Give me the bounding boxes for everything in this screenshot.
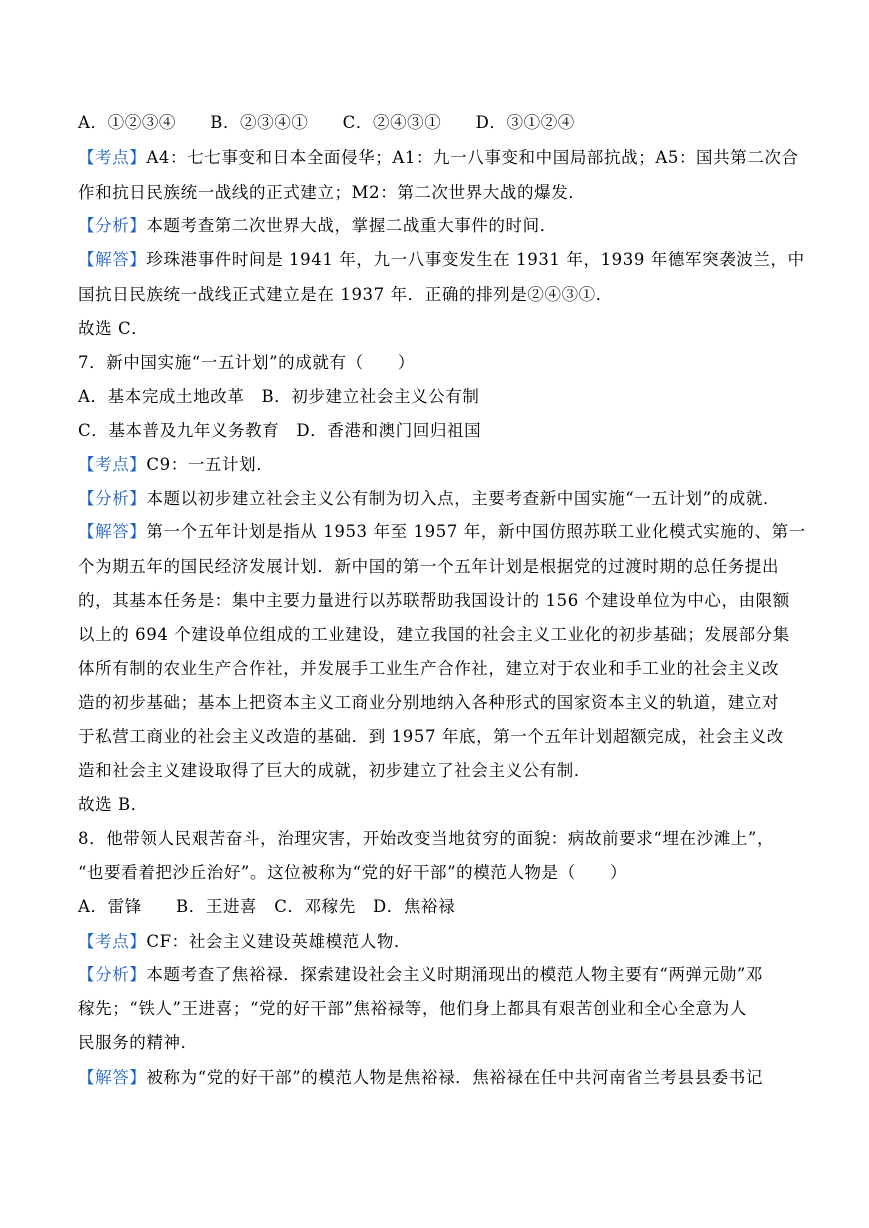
q7-jieda-text-4: 以上的 694 个建设单位组成的工业建设，建立我国的社会主义工业化的初步基础；发展部分集 — [78, 625, 790, 644]
q7-fenxi-text: 本题以初步建立社会主义公有制为切入点，主要考查新中国实施“一五计划”的成就． — [146, 489, 781, 508]
q8-fenxi-text-3: 民服务的精神． — [78, 1033, 198, 1052]
q7-jieda-text: 第一个五年计划是指从 1953 年至 1957 年，新中国仿照苏联工业化模式实施的、第一 — [146, 522, 806, 541]
q7-jieda-text-5: 体所有制的农业生产合作社，并发展手工业生产合作社，建立对于农业和手工业的社会主义改 — [78, 659, 780, 678]
q6-jieda-text-cont: 国抗日民族统一战线正式建立是在 1937 年．正确的排列是②④③①． — [78, 285, 613, 304]
jieda-label: 【解答】 — [78, 1068, 147, 1087]
jieda-label: 【解答】 — [78, 250, 147, 269]
q7-jieda-text-6: 造的初步基础；基本上把资本主义工商业分别地纳入各种形式的国家资本主义的轨道，建立对 — [78, 693, 780, 712]
q7-jieda-text-3: 的，其基本任务是：集中主要力量进行以苏联帮助我国设计的 156 个建设单位为中心，由限额 — [78, 591, 790, 610]
q6-jieda-line — [78, 250, 805, 270]
jieda-label: 【解答】 — [78, 522, 147, 541]
q6-choice: 故选 C． — [78, 319, 149, 338]
q8-options: A．雷锋 B．王进喜 C．邓稼先 D．焦裕禄 — [78, 897, 456, 916]
q8-kaodian-line — [78, 932, 798, 952]
q7-options-cd: C．基本普及九年义务教育 D．香港和澳门回归祖国 — [78, 421, 482, 440]
fenxi-label: 【分析】 — [78, 489, 147, 508]
q6-kaodian-line — [78, 148, 798, 168]
q7-choice: 故选 B． — [78, 795, 148, 814]
q7-jieda-text-7: 于私营工商业的社会主义改造的基础．到 1957 年底，第一个五年计划超额完成，社会主义改 — [78, 727, 784, 746]
q7-options-ab: A．基本完成土地改革 B．初步建立社会主义公有制 — [78, 387, 480, 406]
q8-jieda-text: 被称为“党的好干部”的模范人物是焦裕禄．焦裕禄在任中共河南省兰考县县委书记 — [146, 1068, 763, 1087]
q8-fenxi-text-2: 稼先；“铁人”王进喜；“党的好干部”焦裕禄等，他们身上都具有艰苦创业和全心全意为人 — [78, 999, 747, 1018]
q8-kaodian-text: CF：社会主义建设英雄模范人物． — [146, 932, 412, 951]
q6-kaodian-text-cont: 作和抗日民族统一战线的正式建立；M2：第二次世界大战的爆发． — [78, 183, 586, 202]
q6-kaodian-text: A4：七七事变和日本全面侵华；A1：九一八事变和中国局部抗战；A5：国共第二次合 — [146, 148, 799, 167]
q7-fenxi-line — [78, 489, 798, 509]
q8-stem: 8．他带领人民艰苦奋斗，治理灾害，开始改变当地贫穷的面貌：病故前要求“埋在沙滩上”， — [78, 829, 775, 848]
q7-kaodian-text: C9：一五计划． — [146, 455, 274, 474]
q7-kaodian-line — [78, 455, 798, 475]
q8-fenxi-text: 本题考查了焦裕禄．探索建设社会主义时期涌现出的模范人物主要有“两弹元勋”邓 — [146, 965, 763, 984]
q7-jieda-line — [78, 522, 806, 542]
fenxi-label: 【分析】 — [78, 216, 147, 235]
kaodian-label: 【考点】 — [78, 148, 147, 167]
q7-stem: 7．新中国实施“一五计划”的成就有（ ） — [78, 353, 415, 372]
kaodian-label: 【考点】 — [78, 932, 147, 951]
q6-fenxi-text: 本题考查第二次世界大战，掌握二战重大事件的时间． — [146, 216, 557, 235]
fenxi-label: 【分析】 — [78, 965, 147, 984]
q7-jieda-text-2: 个为期五年的国民经济发展计划．新中国的第一个五年计划是根据党的过渡时期的总任务提出 — [78, 557, 780, 576]
q6-options: A．①②③④ B．②③④① C．②④③① D．③①②④ — [78, 113, 575, 132]
q8-fenxi-line — [78, 965, 798, 985]
kaodian-label: 【考点】 — [78, 455, 147, 474]
q6-fenxi-line — [78, 216, 798, 236]
q6-jieda-text: 珍珠港事件时间是 1941 年，九一八事变发生在 1931 年，1939 年德军突袭波兰，中 — [146, 250, 805, 269]
q8-jieda-line — [78, 1068, 798, 1088]
q7-jieda-text-8: 造和社会主义建设取得了巨大的成就，初步建立了社会主义公有制． — [78, 761, 591, 780]
q8-stem-cont: “也要看着把沙丘治好”。这位被称为“党的好干部”的模范人物是（ ） — [78, 863, 628, 882]
